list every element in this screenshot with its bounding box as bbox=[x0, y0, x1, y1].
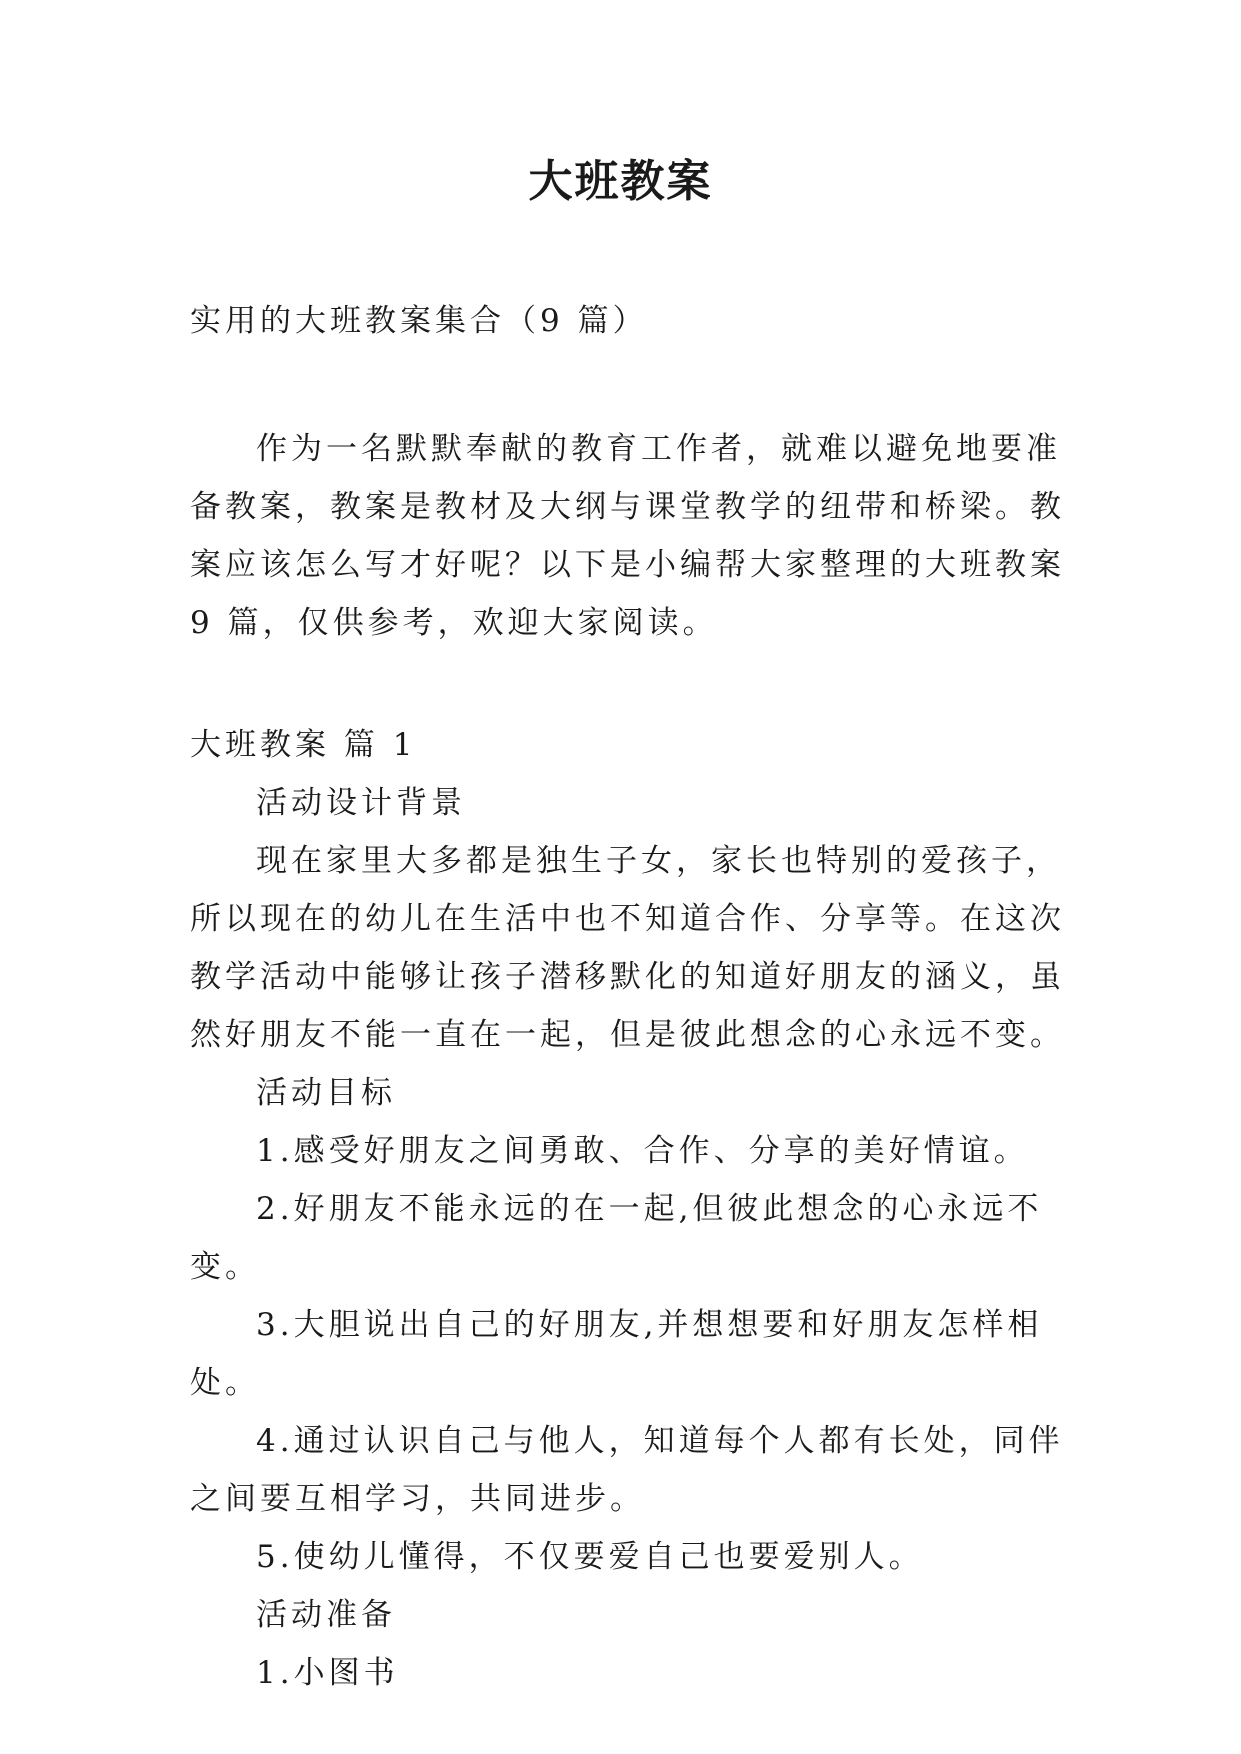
document-title: 大班教案 bbox=[528, 156, 713, 207]
goals-heading: 活动目标 bbox=[256, 1075, 396, 1111]
goal-item: 2.好朋友不能永远的在一起,但彼此想念的心永远不变。 bbox=[190, 1191, 1043, 1285]
intro-paragraph: 作为一名默默奉献的教育工作者，就难以避免地要准备教案，教案是教材及大纲与课堂教学的纽带和桥梁。教案应该怎么写才好呢？以下是小编帮大家整理的大班教案 9 篇，仅供参考，欢迎大家阅读。 bbox=[190, 431, 1065, 641]
document-subtitle: 实用的大班教案集合（9 篇） bbox=[190, 303, 648, 339]
prep-item: 1.小图书 bbox=[256, 1655, 399, 1691]
prep-heading: 活动准备 bbox=[256, 1597, 396, 1633]
document-body bbox=[190, 292, 1070, 1702]
section-heading: 大班教案 篇 1 bbox=[190, 727, 417, 763]
background-paragraph: 现在家里大多都是独生子女，家长也特别的爱孩子，所以现在的幼儿在生活中也不知道合作、分享等。在这次教学活动中能够让孩子潜移默化的知道好朋友的涵义，虽然好朋友不能一直在一起，但是彼此想念的心永远不变。 bbox=[190, 843, 1065, 1053]
goal-item: 5.使幼儿懂得，不仅要爱自己也要爱别人。 bbox=[256, 1539, 924, 1575]
goal-item: 1.感受好朋友之间勇敢、合作、分享的美好情谊。 bbox=[256, 1133, 1029, 1169]
goal-item: 3.大胆说出自己的好朋友,并想想要和好朋友怎样相处。 bbox=[190, 1307, 1043, 1401]
goal-item: 4.通过认识自己与他人，知道每个人都有长处，同伴之间要互相学习，共同进步。 bbox=[190, 1423, 1064, 1517]
background-heading: 活动设计背景 bbox=[256, 785, 466, 821]
